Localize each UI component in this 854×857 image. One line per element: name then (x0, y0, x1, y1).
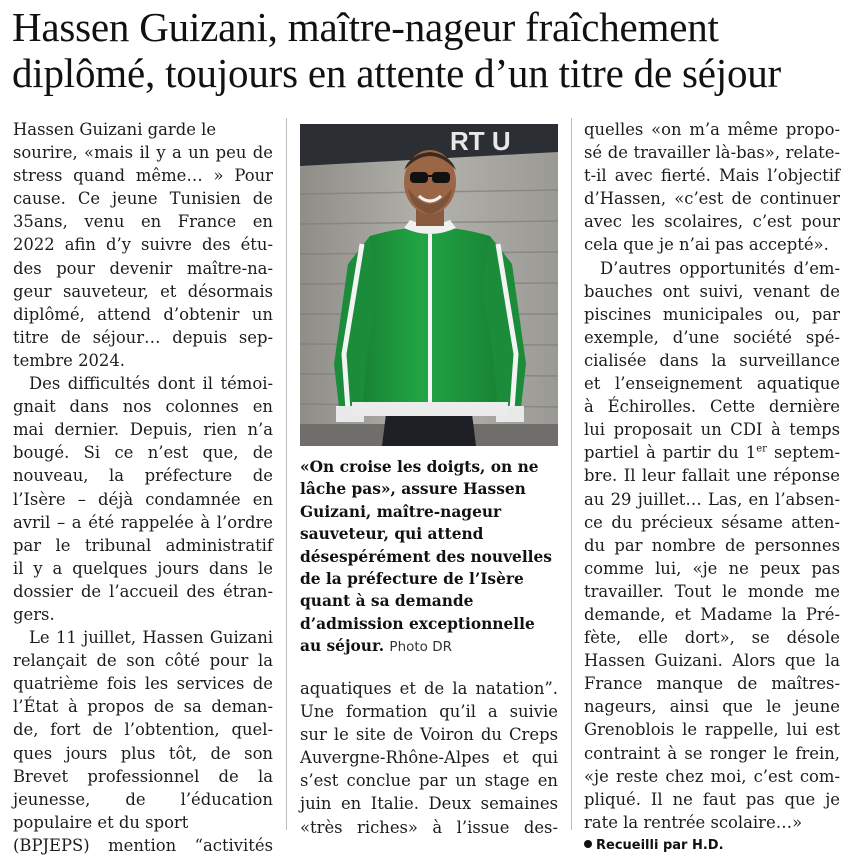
text-line: par le tribunal administratif (13, 535, 273, 555)
text-line: avril – a été rappelée à l’ordre (13, 512, 273, 532)
text-line: Hassen Guizani garde le (13, 120, 217, 139)
text-line: Brevet professionnel de la (13, 766, 273, 786)
text-line-with-superscript (584, 441, 840, 464)
text-line: de, fort de l’obtention, quel- (13, 720, 273, 740)
headline (12, 4, 848, 96)
caption-line: quant à sa demande (300, 592, 474, 611)
text-line: ce du précieux sésame atten- (584, 512, 840, 532)
text-line: l’État à propos de sa deman- (13, 697, 273, 717)
text-line: il y a quelques jours dans le (13, 558, 273, 578)
text-line: lui proposait un CDI à temps (584, 420, 840, 440)
article-column-1 (13, 118, 273, 857)
text-line: avec les scolaires, c’est pour (584, 212, 840, 232)
text-line: nageurs, ainsi que le jeune (584, 697, 840, 717)
text-line: jeunesse, de l’éducation (13, 789, 273, 809)
text-line: cause. Ce jeune Tunisien de (13, 189, 273, 209)
text-line: à Échirolles. Cette dernière (584, 397, 840, 417)
text-line: aquatiques et de la natation”. (300, 679, 558, 698)
caption-line: désespérément des nouvelles (300, 547, 552, 566)
text-line: s’est conclue par un stage en (300, 771, 558, 791)
text-line: sur le site de Voiron du Creps (300, 725, 558, 745)
headline-line-2: diplômé, toujours en attente d’un titre de séjour (12, 50, 781, 96)
text-line: d’Hassen, «c’est de continuer (584, 189, 840, 209)
portrait-illustration (300, 124, 558, 446)
caption-line: sauveteur, qui attend (300, 525, 484, 544)
column-rule-right (571, 118, 572, 830)
text-line: Auvergne-Rhône-Alpes et qui (300, 748, 558, 768)
text-line: bauches ont suivi, venant de (584, 281, 840, 301)
text-line: relançait de son côté pour la (13, 651, 273, 671)
text-line: tembre 2024. (13, 350, 125, 370)
text-line: 35ans, venu en France en (13, 212, 273, 232)
text-line: France manque de maîtres- (584, 674, 840, 694)
caption-last-line (300, 635, 558, 657)
byline-text: Recueilli par H.D. (596, 837, 724, 853)
text-line: exemple, d’une société spé- (584, 327, 840, 347)
text-line: «très riches» à l’issue des- (300, 817, 558, 837)
text-line: quelles «on m’a même propo- (584, 120, 840, 139)
caption-line: «On croise les doigts, on ne (300, 458, 539, 476)
text-line: piscines municipales ou, par (584, 304, 840, 324)
text-line: sourire, «mais il y a un peu de (13, 143, 273, 163)
text-line: quatrième fois les services de (13, 674, 273, 694)
text-line: titre de séjour… depuis sep- (13, 327, 273, 347)
article-column-2 (300, 677, 558, 839)
text-line: gnait dans nos colonnes en (13, 397, 273, 417)
text-line: juin en Italie. Deux semaines (300, 794, 558, 814)
text-line: Des difficultés dont il témoi- (29, 374, 273, 394)
article-column-3 (584, 118, 840, 857)
text-line: «je reste chez moi, c’est com- (584, 766, 840, 786)
text-line: Une formation qu’il a suivie (300, 702, 558, 722)
text-line: geur sauveteur, et désormais (13, 281, 273, 301)
text-line: cialisée dans la surveillance (584, 350, 840, 370)
headline-line-1: Hassen Guizani, maître-nageur fraîchement (12, 4, 719, 50)
text-line: contraint à se ronger le frein, (584, 743, 840, 763)
text-line: sé de travailler là-bas», relate- (584, 143, 840, 163)
text-line: (BPJEPS) mention “activités (13, 835, 273, 855)
column-rule-left (286, 118, 287, 830)
text-line: l’Isère – déjà condamnée en (13, 489, 273, 509)
sign-text: RT U (450, 126, 511, 156)
byline (584, 834, 840, 857)
text-line: stress quand même… » Pour (13, 166, 273, 186)
text-line: ques jours plus tôt, de son (13, 743, 273, 763)
text-line: bre. Il leur fallait une réponse (584, 466, 840, 486)
text-line: fète, elle dort», se désole (584, 628, 840, 648)
text-line: des pour devenir maître-na- (13, 258, 273, 278)
caption-line: d’admission exceptionnelle (300, 614, 535, 633)
article-photo (300, 124, 558, 446)
text-line: travailler. Tout le monde me (584, 581, 840, 601)
text-line: Hassen Guizani. Alors que la (584, 651, 840, 671)
text-line: gers. (13, 604, 55, 624)
text-line: rate la rentrée scolaire…» (584, 812, 803, 832)
caption-line: au séjour. (300, 637, 385, 656)
text-line: pliqué. Il ne faut pas que je (584, 789, 840, 809)
text-line: t-il avec fierté. Mais l’objectif (584, 166, 840, 186)
text-line: comme lui, «je ne peux pas (584, 558, 840, 578)
text-line: 2022 afin d’y suivre des étu- (13, 235, 273, 255)
text-fragment: partiel à partir du 1 (584, 443, 757, 463)
photo-caption (300, 456, 558, 658)
text-line: mai dernier. Depuis, rien n’a (13, 420, 273, 440)
text-line: dossier de l’accueil des étran- (13, 581, 273, 601)
text-line: demande, et Madame la Pré- (584, 604, 840, 624)
text-line: D’autres opportunités d’em- (600, 258, 840, 278)
text-line: au 29 juillet… Las, en l’absen- (584, 489, 840, 509)
text-line: Grenoblois le rappelle, lui est (584, 720, 840, 740)
text-line: Le 11 juillet, Hassen Guizani (29, 628, 273, 648)
caption-line: Guizani, maître-nageur (300, 502, 502, 521)
text-line: populaire et du sport (13, 812, 189, 832)
text-line: diplômé, attend d’obtenir un (13, 304, 273, 324)
caption-line: lâche pas», assure Hassen (300, 480, 526, 499)
text-fragment: septem- (766, 443, 840, 463)
text-line: cela que je n’ai pas accepté». (584, 235, 829, 255)
photo-credit: Photo DR (389, 639, 452, 656)
text-line: bougé. Si ce n’est que, de (13, 443, 273, 463)
caption-line: de la préfecture de l’Isère (300, 569, 524, 588)
text-line: du par nombre de personnes (584, 535, 840, 555)
superscript-er: er (756, 443, 767, 455)
text-line: et l’enseignement aquatique (584, 374, 840, 394)
text-line: nouveau, la préfecture de (13, 466, 273, 486)
